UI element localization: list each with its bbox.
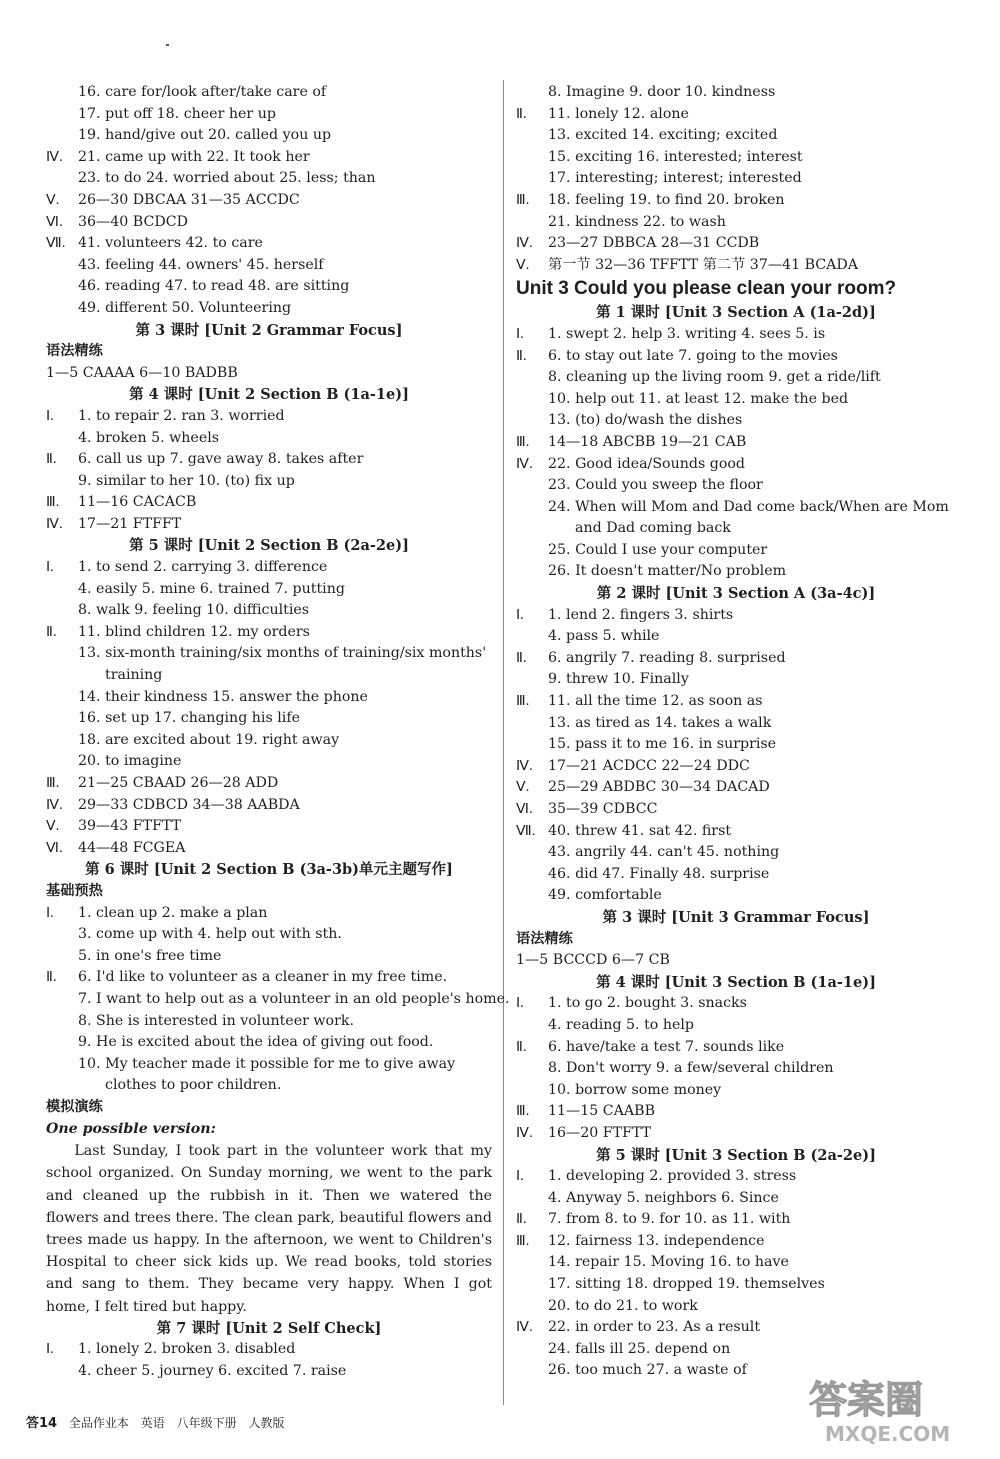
line-text: 26. It doesn't matter/No problem [548,563,787,580]
roman-numeral: Ⅱ. [46,451,57,468]
answer-line [46,82,492,104]
answer-line [46,687,492,709]
line-text: 1. to repair 2. ran 3. worried [78,407,285,424]
line-text: 第一节 32—36 TFFTT 第二节 37—41 BCADA [548,256,859,273]
answer-line [46,233,492,255]
answer-line [46,773,492,795]
lesson-heading [46,384,492,406]
line-text: 4. reading 5. to help [548,1016,694,1033]
answer-line [46,557,492,579]
line-text: 13. (to) do/wash the dishes [548,412,743,429]
line-text: 39—43 FTFTT [78,818,182,835]
line-text: 26. too much 27. a waste of [548,1362,747,1379]
answer-continuation [516,518,956,540]
section-label [46,1097,492,1119]
watermark-url: MXQE.COM [825,1422,951,1446]
answer-line [46,1339,492,1361]
answer-line [46,967,492,989]
answer-line [516,842,956,864]
line-text: 4. easily 5. mine 6. trained 7. putting [78,580,345,597]
line-text: 6. to stay out late 7. going to the movies [548,347,838,364]
lesson-heading [516,907,956,929]
line-text: 23. Could you sweep the floor [548,477,763,494]
roman-numeral: Ⅱ. [46,623,57,640]
answer-line [46,838,492,860]
line-text: 第 2 课时 [Unit 3 Section A (3a-4c)] [596,585,876,603]
answer-line [516,454,956,476]
line-text: 1. lonely 2. broken 3. disabled [78,1341,296,1358]
line-text: 模拟演练 [46,1098,103,1115]
line-text: 21—25 CBAAD 26—28 ADD [78,775,279,791]
line-text: 44—48 FCGEA [78,839,186,856]
answer-line [516,1166,956,1188]
line-text: 23—27 DBBCA 28—31 CCDB [548,235,760,252]
line-text: 18. feeling 19. to find 20. broken [548,191,785,208]
line-text: 22. Good idea/Sounds good [548,455,745,472]
line-text: 11—16 CACACB [78,494,197,511]
line-text: 16. set up 17. changing his life [78,710,300,727]
answer-line [516,147,956,169]
line-text: 9. threw 10. Finally [548,671,689,688]
answer-line [516,1123,956,1145]
roman-numeral: Ⅲ. [516,1232,530,1249]
answer-line [46,989,510,1011]
answer-continuation [46,665,492,687]
line-text: 24. falls ill 25. depend on [548,1340,731,1357]
answer-line [46,363,492,385]
line-text: 8. She is interested in volunteer work. [78,1012,354,1029]
answer-line [46,751,492,773]
book-title: 全品作业本 [68,1416,129,1430]
line-text: 5. in one's free time [78,947,222,964]
line-text: 1. lend 2. fingers 3. shirts [548,606,734,623]
roman-numeral: Ⅳ. [516,1319,533,1336]
answer-line [516,1058,956,1080]
lesson-heading [516,972,956,994]
line-text: 9. similar to her 10. (to) fix up [78,472,295,489]
lesson-heading [46,535,492,557]
answer-line [516,1188,956,1210]
line-text: 43. feeling 44. owners' 45. herself [78,256,324,273]
answer-line [46,514,492,536]
answer-line [516,885,956,907]
answer-line [516,1317,956,1339]
grade: 八年级下册 [176,1416,237,1430]
answer-line [516,1252,956,1274]
answer-line [516,190,956,212]
answer-line [516,799,956,821]
line-text: and Dad coming back [575,520,731,537]
roman-numeral: Ⅱ. [516,649,527,666]
line-text: 24. When will Mom and Dad come back/When are Mom [548,498,949,515]
answer-line [46,924,492,946]
roman-numeral: Ⅲ. [46,494,60,511]
answer-line [46,622,492,644]
answer-line [46,600,492,622]
line-text: 14. their kindness 15. answer the phone [78,688,368,705]
line-text: 13. as tired as 14. takes a walk [548,714,772,731]
line-text: 17—21 FTFFT [78,515,182,532]
answer-line [516,864,956,886]
line-text: 第 4 课时 [Unit 3 Section B (1a-1e)] [596,973,876,991]
line-text: 17. put off 18. cheer her up [78,105,276,122]
line-text: 8. Imagine 9. door 10. kindness [548,84,776,100]
line-text: 15. exciting 16. interested; interest [548,148,803,165]
answer-line [516,125,956,147]
roman-numeral: Ⅰ. [46,407,54,424]
answer-line [46,795,492,817]
answer-line [516,475,956,497]
roman-numeral: Ⅶ. [46,235,66,252]
answer-line [516,1037,956,1059]
roman-numeral: Ⅲ. [516,191,530,208]
scan-speck [166,44,169,46]
line-text: 8. cleaning up the living room 9. get a ride/lift [548,369,881,386]
answer-line [46,579,492,601]
line-text: 第 3 课时 [Unit 2 Grammar Focus] [135,321,403,339]
line-text: 9. He is excited about the idea of giving out food. [78,1034,434,1051]
line-text: 10. help out 11. at least 12. make the bed [548,390,849,407]
answer-line [46,449,492,471]
roman-numeral: Ⅰ. [516,995,524,1012]
roman-numeral: Ⅲ. [46,775,60,791]
answer-line [516,950,956,972]
roman-numeral: Ⅰ. [516,325,524,342]
lesson-heading [516,302,956,324]
line-text: 第 5 课时 [Unit 3 Section B (2a-2e)] [596,1146,876,1164]
answer-line [46,643,492,665]
roman-numeral: Ⅵ. [46,213,63,230]
answer-line [46,903,492,925]
answer-line [516,626,956,648]
line-text: 10. borrow some money [548,1081,722,1098]
answer-line [516,993,956,1015]
roman-numeral: Ⅱ. [516,1211,527,1228]
roman-numeral: Ⅵ. [516,801,533,817]
line-text: 35—39 CDBCC [548,801,658,817]
line-text: 11—15 CAABB [548,1103,656,1120]
roman-numeral: Ⅳ. [516,455,533,472]
roman-numeral: Ⅰ. [516,606,524,623]
line-text: 6. call us up 7. gave away 8. takes after [78,451,364,468]
answer-line [46,1032,492,1054]
line-text: 41. volunteers 42. to care [78,235,263,252]
line-text: 语法精练 [516,930,573,947]
line-text: 第 5 课时 [Unit 2 Section B (2a-2e)] [129,537,409,555]
answer-line [516,432,956,454]
line-text: 11. blind children 12. my orders [78,623,310,640]
line-text: 1—5 BCCCD 6—7 CB [516,952,670,969]
answer-line [516,104,956,126]
line-text: 8. walk 9. feeling 10. difficulties [78,602,310,619]
line-text: 14. repair 15. Moving 16. to have [548,1254,789,1271]
answer-line [46,816,492,838]
roman-numeral: Ⅰ. [46,904,54,921]
left-column [46,82,510,1383]
answer-line [516,497,956,519]
roman-numeral: Ⅱ. [46,969,57,986]
line-text: 第 4 课时 [Unit 2 Section B (1a-1e)] [129,386,409,404]
subject: 英语 [140,1416,165,1430]
answer-line [516,648,956,670]
answer-line [46,147,492,169]
answer-line [46,255,492,277]
answer-line [46,471,492,493]
page-number: 答14 [26,1416,58,1431]
answer-line [516,212,956,234]
answer-line [46,406,492,428]
line-text: One possible version: [46,1120,216,1137]
line-text: 7. I want to help out as a volunteer in an old people's home. [78,990,510,1007]
answer-line [516,168,956,190]
roman-numeral: Ⅱ. [516,1038,527,1055]
roman-numeral: Ⅴ. [516,256,530,273]
line-text: 10. My teacher made it possible for me to give away [78,1055,456,1072]
line-text: 11. all the time 12. as soon as [548,693,763,710]
answer-line [516,346,956,368]
lesson-heading [46,320,492,342]
roman-numeral: Ⅴ. [46,818,60,835]
line-text: 49. different 50. Volunteering [78,299,292,316]
line-text: 1. to go 2. bought 3. snacks [548,995,747,1012]
answer-line [516,1015,956,1037]
line-text: 基础预热 [46,882,103,899]
line-text: 26—30 DBCAA 31—35 ACCDC [78,191,300,208]
answer-line [516,1080,956,1102]
line-text: 16—20 FTFTT [548,1124,652,1141]
answer-line [516,324,956,346]
answer-line [516,756,956,778]
column-divider [503,80,504,1405]
answer-line [516,777,956,799]
roman-numeral: Ⅳ. [46,148,63,165]
line-text: 第 1 课时 [Unit 3 Section A (1a-2d)] [596,304,876,322]
answer-line [46,1011,492,1033]
roman-numeral: Ⅶ. [516,822,536,839]
line-text: 13. six-month training/six months of training/six months' [78,645,487,662]
answer-line [516,82,956,104]
answer-line [516,410,956,432]
roman-numeral: Ⅳ. [516,757,533,774]
roman-numeral: Ⅰ. [46,1341,54,1358]
line-text: 第 7 课时 [Unit 2 Self Check] [156,1319,382,1337]
line-text: 1. developing 2. provided 3. stress [548,1168,797,1185]
answer-line [46,1054,492,1076]
line-text: 6. angrily 7. reading 8. surprised [548,649,786,666]
answer-line [516,561,956,583]
line-text: 语法精练 [46,343,103,360]
line-text: 49. comfortable [548,887,662,904]
line-text: 16. care for/look after/take care of [78,84,327,100]
roman-numeral: Ⅱ. [516,105,527,122]
roman-numeral: Ⅲ. [516,1103,530,1120]
unit-title [516,276,956,302]
answer-line [516,255,956,277]
section-label [46,881,492,903]
roman-numeral: Ⅳ. [46,515,63,532]
line-text: training [105,667,163,684]
line-text: 46. reading 47. to read 48. are sitting [78,278,350,295]
answer-line [516,540,956,562]
line-text: Unit 3 Could you please clean your room? [516,278,897,300]
watermark-text: 答案圈 [809,1378,924,1422]
line-text: 1. to send 2. carrying 3. difference [78,559,328,576]
lesson-heading [46,859,492,881]
line-text: 6. I'd like to volunteer as a cleaner in my free time. [78,969,448,986]
line-text: 1. swept 2. help 3. writing 4. sees 5. is [548,325,826,342]
answer-line [516,734,956,756]
line-text: 4. broken 5. wheels [78,429,220,446]
essay-paragraph [46,1140,492,1318]
answer-line [46,730,492,752]
section-label [516,929,956,951]
line-text: 19. hand/give out 20. called you up [78,127,332,144]
roman-numeral: Ⅳ. [46,796,63,813]
answer-line [516,367,956,389]
answer-line [46,125,492,147]
answer-line [516,691,956,713]
answer-line [46,190,492,212]
answer-line [516,233,956,255]
answer-line [46,1361,492,1383]
answer-line [46,946,492,968]
answer-line [516,1231,956,1253]
line-text: 13. excited 14. exciting; excited [548,127,778,144]
answer-continuation [46,1075,492,1097]
roman-numeral: Ⅲ. [516,433,530,450]
line-text: 1. clean up 2. make a plan [78,904,268,921]
answer-line [516,669,956,691]
section-label [46,341,492,363]
roman-numeral: Ⅴ. [516,779,530,796]
line-text: 21. kindness 22. to wash [548,213,726,230]
roman-numeral: Ⅳ. [516,1124,533,1141]
line-text: 17. interesting; interest; interested [548,170,802,187]
answer-line [46,492,492,514]
line-text: 15. pass it to me 16. in surprise [548,736,777,753]
roman-numeral: Ⅲ. [516,693,530,710]
answer-line [46,298,492,320]
roman-numeral: Ⅴ. [46,191,60,208]
essay-text: Last Sunday, I took part in the volunteer work that my school organized. On Sunday morning, we went to the park and cleaned up the rubbish in it. Then we watered the flowers and trees there. The clean park, beautiful flowers and trees made us happy. In the afternoon, we went to Children's Hospital to cheer sick kids up. We read books, told stories and sang to them. They became very happy. When I got home, I felt tired but happy. [46,1143,492,1315]
subsection-label [46,1119,492,1141]
answer-line [516,389,956,411]
answer-line [46,276,492,298]
line-text: 17—21 ACDCC 22—24 DDC [548,757,750,774]
line-text: clothes to poor children. [105,1077,282,1094]
line-text: 21. came up with 22. It took her [78,148,310,165]
answer-line [516,1339,956,1361]
answer-line [46,428,492,450]
line-text: 12. fairness 13. independence [548,1232,765,1249]
line-text: 46. did 47. Finally 48. surprise [548,865,770,882]
roman-numeral: Ⅱ. [516,347,527,364]
edition: 人教版 [248,1416,285,1430]
answer-line [46,212,492,234]
line-text: 第 3 课时 [Unit 3 Grammar Focus] [602,908,870,926]
answer-line [46,104,492,126]
roman-numeral: Ⅳ. [516,235,533,252]
line-text: 4. Anyway 5. neighbors 6. Since [548,1189,779,1206]
line-text: 4. pass 5. while [548,628,660,645]
roman-numeral: Ⅰ. [516,1168,524,1185]
answer-line [46,168,492,190]
line-text: 29—33 CDBCD 34—38 AABDA [78,796,300,813]
line-text: 25. Could I use your computer [548,541,768,558]
page-footer [26,1412,292,1431]
line-text: 36—40 BCDCD [78,213,188,230]
line-text: 4. cheer 5. journey 6. excited 7. raise [78,1362,347,1379]
line-text: 22. in order to 23. As a result [548,1319,761,1336]
line-text: 11. lonely 12. alone [548,105,689,122]
answer-line [516,605,956,627]
line-text: 1—5 CAAAA 6—10 BADBB [46,364,238,381]
line-text: 20. to imagine [78,753,182,770]
right-column [516,82,956,1382]
roman-numeral: Ⅰ. [46,559,54,576]
answer-line [516,821,956,843]
line-text: 7. from 8. to 9. for 10. as 11. with [548,1211,791,1228]
line-text: 18. are excited about 19. right away [78,731,340,748]
line-text: 3. come up with 4. help out with sth. [78,926,342,943]
watermark-logo [801,1367,986,1447]
line-text: 23. to do 24. worried about 25. less; than [78,170,376,187]
line-text: 第 6 课时 [Unit 2 Section B (3a-3b)单元主题写作] [85,861,453,879]
line-text: 40. threw 41. sat 42. first [548,822,732,839]
lesson-heading [46,1318,492,1340]
answer-line [46,708,492,730]
line-text: 14—18 ABCBB 19—21 CAB [548,433,747,450]
line-text: 8. Don't worry 9. a few/several children [548,1060,834,1077]
line-text: 6. have/take a test 7. sounds like [548,1038,785,1055]
lesson-heading [516,1145,956,1167]
line-text: 20. to do 21. to work [548,1297,698,1314]
answer-line [516,1101,956,1123]
answer-line [516,1209,956,1231]
roman-numeral: Ⅵ. [46,839,63,856]
line-text: 43. angrily 44. can't 45. nothing [548,844,780,861]
answer-line [516,1274,956,1296]
answer-line [516,713,956,735]
line-text: 25—29 ABDBC 30—34 DACAD [548,779,770,796]
lesson-heading [516,583,956,605]
answer-line [516,1296,956,1318]
line-text: 17. sitting 18. dropped 19. themselves [548,1276,825,1293]
